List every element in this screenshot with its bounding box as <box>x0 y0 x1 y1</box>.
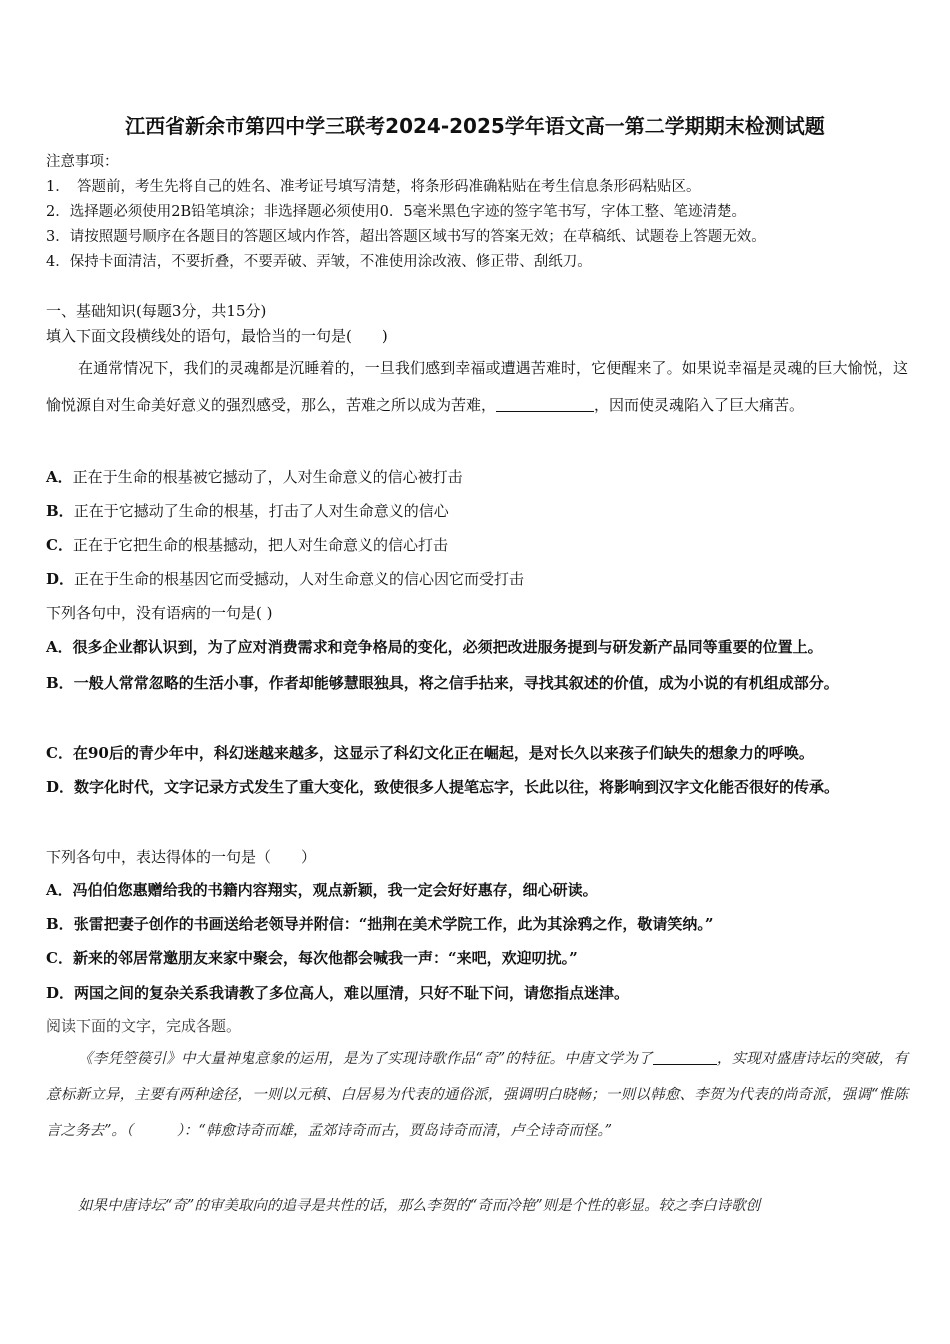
option-d: D．正在于生命的根基因它而受撼动，人对生命意义的信心因它而受打击 <box>46 570 525 588</box>
notice-item: 1． 答题前，考生先将自己的姓名、准考证号填写清楚，将条形码准确粘贴在考生信息条形码粘贴区。 <box>46 179 701 195</box>
notice-item: 3．请按照题号顺序在各题目的答题区域内作答，超出答题区域书写的答案无效；在草稿纸、试题卷上答题无效。 <box>46 229 766 245</box>
notice-heading: 注意事项： <box>46 154 119 170</box>
notice-item: 4．保持卡面清洁，不要折叠，不要弄破、弄皱，不准使用涂改液、修正带、刮纸刀。 <box>46 254 592 270</box>
question-stem: 下列各句中，没有语病的一句是( ) <box>46 604 273 622</box>
option-a: A．冯伯伯您惠赠给我的书籍内容翔实，观点新颖，我一定会好好惠存，细心研读。 <box>46 881 598 899</box>
option-d: D．两国之间的复杂关系我请教了多位高人，难以厘清，只好不耻下问，请您指点迷津。 <box>46 984 630 1002</box>
option-b: B．正在于它撼动了生命的根基，打击了人对生命意义的信心 <box>46 502 449 520</box>
section-heading: 一、基础知识(每题3分，共15分) <box>46 302 267 320</box>
page-title: 江西省新余市第四中学三联考2024-2025学年语文高一第二学期期末检测试题 <box>125 114 825 138</box>
question-stem: 填入下面文段横线处的语句，最恰当的一句是( ) <box>46 327 388 345</box>
option-b: B．一般人常常忽略的生活小事，作者却能够慧眼独具，将之信手拈来，寻找其叙述的价值，成为小说的有机组成部分。 <box>46 674 839 692</box>
passage-text: 在通常情况下，我们的灵魂都是沉睡着的，一旦我们感到幸福或遭遇苦难时，它便醒来了。如果说幸福是灵魂的巨大愉悦，这愉悦源自对生命美好意义的强烈感受，那么，苦难之所以成为苦难， <box>46 359 908 414</box>
option-c: C．正在于它把生命的根基撼动，把人对生命意义的信心打击 <box>46 536 448 554</box>
option-a: A．正在于生命的根基被它撼动了，人对生命意义的信心被打击 <box>46 468 463 486</box>
notice-item: 2．选择题必须使用2B铅笔填涂；非选择题必须使用0．5毫米黑色字迹的签字笔书写，字体工整、笔迹清楚。 <box>46 204 747 220</box>
fill-blank <box>653 1050 717 1065</box>
option-a: A．很多企业都认识到，为了应对消费需求和竞争格局的变化，必须把改进服务提到与研发新产品同等重要的位置上。 <box>46 638 823 656</box>
question-passage <box>46 350 908 424</box>
option-d: D．数字化时代，文字记录方式发生了重大变化，致使很多人提笔忘字，长此以往，将影响到汉字文化能否很好的传承。 <box>46 778 840 796</box>
option-b: B．张雷把妻子创作的书画送给老领导并附信：“拙荆在美术学院工作，此为其涂鸦之作，敬请笑纳。” <box>46 915 714 933</box>
option-c: C．新来的邻居常邀朋友来家中聚会，每次他都会喊我一声：“来吧，欢迎叨扰。” <box>46 949 578 967</box>
question-stem: 阅读下面的文字，完成各题。 <box>46 1017 242 1035</box>
fill-blank <box>496 397 594 412</box>
question-stem: 下列各句中，表达得体的一句是（ ） <box>46 848 317 866</box>
reading-passage: 如果中唐诗坛“奇”的审美取向的追寻是共性的话，那么李贺的“奇而冷艳”则是个性的彰显。较之李白诗歌创 <box>78 1198 761 1214</box>
reading-passage: 《李凭箜篌引》中大量神鬼意象的运用，是为了实现诗歌作品“奇”的特征。中唐文学为了 ，实现对盛唐诗坛的突破，有意标新立异，主要有两种途径，一则以元稹、白居易为代表的通俗派，强调明白晓畅；一则以韩愈、李贺为代表的尚奇派，强调“惟陈言之务去”。（ ）：“韩愈诗奇而雄，孟郊诗奇而古，贾岛诗奇而清，卢仝诗奇而怪。” <box>46 1051 909 1139</box>
option-c: C．在90后的青少年中，科幻迷越来越多，这显示了科幻文化正在崛起，是对长久以来孩子们缺失的想象力的呼唤。 <box>46 744 814 762</box>
passage-text: ，因而使灵魂陷入了巨大痛苦。 <box>594 396 805 414</box>
